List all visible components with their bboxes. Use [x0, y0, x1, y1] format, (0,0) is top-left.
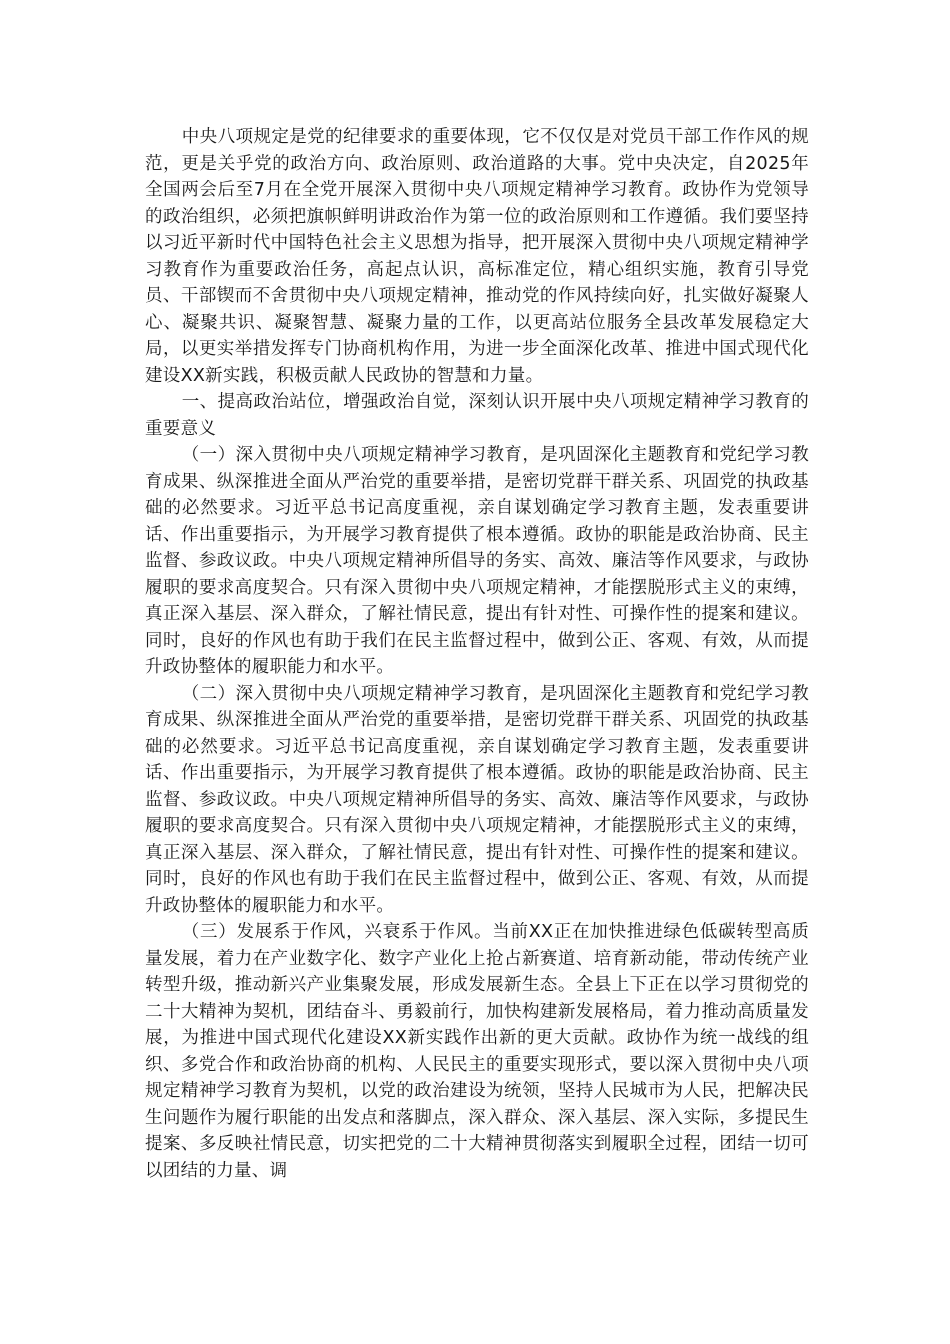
subsection-paragraph-2: （二）深入贯彻中央八项规定精神学习教育，是巩固深化主题教育和党纪学习教育成果、纵深推进全面从严治党的重要举措，是密切党群干群关系、巩固党的执政基础的必然要求。习近平总书记高度重视，亲自谋划确定学习教育主题，发表重要讲话、作出重要指示，为开展学习教育提供了根本遵循。政协的职能是政治协商、民主监督、参政议政。中央八项规定精神所倡导的务实、高效、廉洁等作风要求，与政协履职的要求高度契合。只有深入贯彻中央八项规定精神，才能摆脱形式主义的束缚，真正深入基层、深入群众，了解社情民意，提出有针对性、可操作性的提案和建议。同时，良好的作风也有助于我们在民主监督过程中，做到公正、客观、有效，从而提升政协整体的履职能力和水平。: [145, 683, 809, 916]
subsection-paragraph-1: （一）深入贯彻中央八项规定精神学习教育，是巩固深化主题教育和党纪学习教育成果、纵深推进全面从严治党的重要举措，是密切党群干群关系、巩固党的执政基础的必然要求。习近平总书记高度重视，亲自谋划确定学习教育主题，发表重要讲话、作出重要指示，为开展学习教育提供了根本遵循。政协的职能是政治协商、民主监督、参政议政。中央八项规定精神所倡导的务实、高效、廉洁等作风要求，与政协履职的要求高度契合。只有深入贯彻中央八项规定精神，才能摆脱形式主义的束缚，真正深入基层、深入群众，了解社情民意，提出有针对性、可操作性的提案和建议。同时，良好的作风也有助于我们在民主监督过程中，做到公正、客观、有效，从而提升政协整体的履职能力和水平。: [145, 445, 809, 677]
subsection-paragraph-3: （三）发展系于作风，兴衰系于作风。当前XX正在加快推进绿色低碳转型高质量发展，着力在产业数字化、数字产业化上抢占新赛道、培育新动能，带动传统产业转型升级，推动新兴产业集聚发展，形成发展新生态。全县上下正在以学习贯彻党的二十大精神为契机，团结奋斗、勇毅前行，加快构建新发展格局，着力推动高质量发展，为推进中国式现代化建设XX新实践作出新的更大贡献。政协作为统一战线的组织、多党合作和政治协商的机构、人民民主的重要实现形式，要以深入贯彻中央八项规定精神学习教育为契机，以党的政治建设为统领，坚持人民城市为人民，把解决民生问题作为履行职能的出发点和落脚点，深入群众、深入基层、深入实际，多提民生提案、多反映社情民意，切实把党的二十大精神贯彻落实到履职全过程，团结一切可以团结的力量、调: [145, 922, 809, 1181]
section-heading-1: 一、提高政治站位，增强政治自觉，深刻认识开展中央八项规定精神学习教育的重要意义: [145, 392, 809, 439]
document-body: [145, 124, 809, 1184]
intro-paragraph: 中央八项规定是党的纪律要求的重要体现，它不仅仅是对党员干部工作作风的规范，更是关乎党的政治方向、政治原则、政治道路的大事。党中央决定，自2025年全国两会后至7月在全党开展深入贯彻中央八项规定精神学习教育。政协作为党领导的政治组织，必须把旗帜鲜明讲政治作为第一位的政治原则和工作遵循。我们要坚持以习近平新时代中国特色社会主义思想为指导，把开展深入贯彻中央八项规定精神学习教育作为重要政治任务，高起点认识，高标准定位，精心组织实施，教育引导党员、干部锲而不舍贯彻中央八项规定精神，推动党的作风持续向好，扎实做好凝聚人心、凝聚共识、凝聚智慧、凝聚力量的工作，以更高站位服务全县改革发展稳定大局，以更实举措发挥专门协商机构作用，为进一步全面深化改革、推进中国式现代化建设XX新实践，积极贡献人民政协的智慧和力量。: [145, 127, 809, 386]
